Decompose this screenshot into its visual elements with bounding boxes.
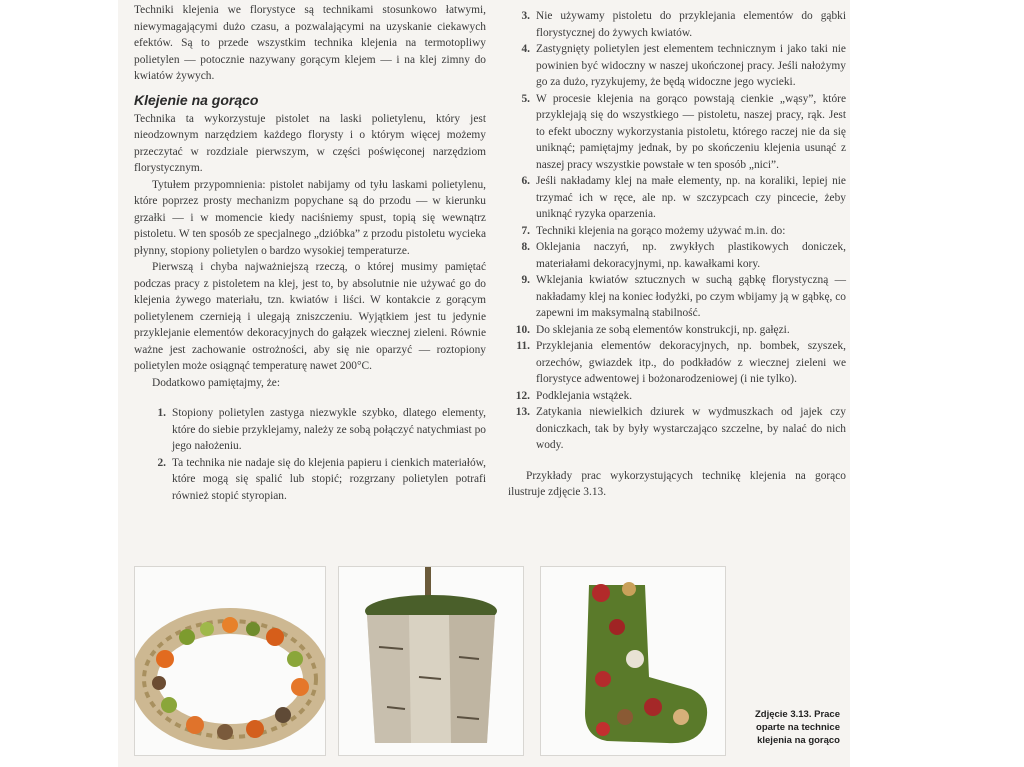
- list-item: [134, 455, 486, 505]
- list-text: Oklejania naczyń, np. zwykłych plastikowych doniczek, materiałami dekoracyjnymi, np. kawałkami kory.: [536, 241, 846, 270]
- list-text: Zastygnięty polietylen jest elementem technicznym i jako taki nie powinien być widoczny w naszej ukończonej pracy. Jeśli nałożymy go za dużo, ryzykujemy, że będą widoczne jego wycieki.: [536, 43, 846, 88]
- list-item: [508, 223, 846, 240]
- photo-wreath: [134, 566, 326, 756]
- list-text: Jeśli nakładamy klej na małe elementy, np. na koraliki, lepiej nie trzymać ich w ręce, ale np. w szczypcach czy pincecie, żeby uniknąć ryzyka oparzenia.: [536, 175, 846, 220]
- list-item: [508, 388, 846, 405]
- list-number: 12.: [515, 389, 530, 402]
- intro-paragraph: Techniki klejenia we florystyce są technikami stosunkowo łatwymi, niewymagającymi dużo czasu, a pozwalającymi na uzyskanie ciekawych efektów. Są to przede wszystkim technika klejenia na termotopliwy polietylen — potocznie nazywany gorącym klejem — i na klej zimny do kwiatów żywych.: [134, 4, 486, 82]
- christmas-boot-image: [541, 567, 725, 755]
- list-text: Zatykania niewielkich dziurek w wydmuszkach od jajek czy doniczkach, tak by były wystarczająco szczelne, by nalać do nich wody.: [536, 406, 846, 451]
- paragraph-4: Dodatkowo pamiętajmy, że:: [152, 376, 280, 389]
- section-heading: Klejenie na gorąco: [134, 91, 259, 108]
- list-item: [508, 41, 846, 91]
- list-text: Techniki klejenia na gorąco możemy używać m.in. do:: [536, 224, 786, 237]
- list-number: 9.: [521, 274, 530, 286]
- list-number: 2.: [157, 456, 166, 469]
- list-number: 8.: [521, 241, 530, 253]
- numbered-list-right: [508, 8, 846, 454]
- list-item: [508, 8, 846, 41]
- list-text: Przyklejania elementów dekoracyjnych, np. bombek, szyszek, orzechów, gwiazdek itp., do podkładów z wiecznej zieleni we florystyce adwentowej i bożonarodzeniowej (i nie tylko).: [536, 340, 846, 385]
- list-number: 13.: [515, 406, 530, 418]
- list-number: 6.: [521, 175, 530, 187]
- list-text: Wklejania kwiatów sztucznych w suchą gąbkę florystyczną — nakładamy klej na koniec łodyżki, po czym wbijamy ją w gąbkę, co zapewni im maksymalną stabilność.: [536, 274, 846, 319]
- list-text: Do sklejania ze sobą elementów konstrukcji, np. gałęzi.: [536, 323, 790, 336]
- list-number: 1.: [157, 407, 166, 419]
- photo-caption: Zdjęcie 3.13. Prace oparte na technice klejenia na gorąco: [754, 709, 840, 746]
- list-item: [508, 239, 846, 272]
- left-column: [134, 2, 486, 504]
- list-item: [508, 272, 846, 322]
- list-text: Stopiony polietylen zastyga niezwykle szybko, dlatego elementy, które do siebie przyklejamy, należy ze sobą połączyć natychmiast po jego nałożeniu.: [172, 407, 486, 452]
- numbered-list-left: [134, 405, 486, 504]
- reference-paragraph: Przykłady prac wykorzystujących technikę klejenia na gorąco ilustruje zdjęcie 3.13.: [508, 469, 846, 498]
- paragraph-3: Pierwszą i chyba najważniejszą rzeczą, o której musimy pamiętać podczas pracy z pistoletem na klej, jest to, by absolutnie nie używać go do klejenia żywego materiału, tzn. kwiatów i liści. W kontakcie z gorącym polietylenem czernieją i ulegają zniszczeniu. Wyjątkiem jest tu jedynie przyklejanie elementów dekoracyjnych do gałązek wiecznej zieleni. Równie ważne jest zachowanie ostrożności, aby się nie oparzyć — roztopiony polietylen może osiągnąć temperaturę nawet 200°C.: [134, 261, 486, 372]
- list-text: W procesie klejenia na gorąco powstają cienkie „wąsy”, które przyklejają się do wszystkiego — pistoletu, naszej pracy, rąk. Jest to efekt uboczny wykorzystania pistoletu, którego raczej nie da się uniknąć; pamiętajmy jednak, by po skończeniu klejenia usunąć z naszej pracy wszystkie powstałe w ten sposób „nici”.: [536, 92, 846, 171]
- list-item: [134, 405, 486, 455]
- list-text: Nie używamy pistoletu do przyklejania elementów do gąbki florystycznej do żywych kwiatów.: [536, 10, 846, 39]
- list-text: Podklejania wstążek.: [536, 389, 633, 402]
- list-number: 10.: [515, 323, 530, 336]
- list-number: 7.: [521, 224, 530, 237]
- paragraph-1: Technika ta wykorzystuje pistolet na laski polietylenu, który jest nieodzownym narzędziem każdego florysty i o którym więcej możemy przeczytać w rozdziale pierwszym, w części poświęconej narzędziom florystycznym.: [134, 112, 486, 174]
- list-number: 3.: [521, 10, 530, 22]
- list-item: [508, 404, 846, 454]
- list-item: [508, 338, 846, 388]
- list-text: Ta technika nie nadaje się do klejenia papieru i cienkich materiałów, które mogą się spalić lub stopić; rozgrzany polietylen potrafi również stopić styropian.: [172, 456, 486, 502]
- photo-boot: [540, 566, 726, 756]
- right-column: [508, 8, 846, 501]
- list-item: [508, 91, 846, 174]
- list-item: [508, 173, 846, 223]
- list-number: 11.: [516, 340, 530, 352]
- photo-bark-pot: [338, 566, 524, 756]
- list-number: 5.: [521, 92, 530, 105]
- bark-pot-image: [339, 567, 523, 755]
- list-item: [508, 322, 846, 339]
- list-number: 4.: [521, 43, 530, 55]
- paragraph-2: Tytułem przypomnienia: pistolet nabijamy od tyłu laskami polietylenu, które poprzez prosty mechanizm popychane są do przodu — w kierunku grzałki — i w momencie kiedy naciśniemy spust, topią się wewnątrz pistoletu. W ten sposób ze specjalnego „dzióbka” z przodu pistoletu wycieka płynny, stopiony polietylen o bardzo wysokiej temperaturze.: [134, 178, 486, 257]
- wreath-image: [135, 567, 325, 755]
